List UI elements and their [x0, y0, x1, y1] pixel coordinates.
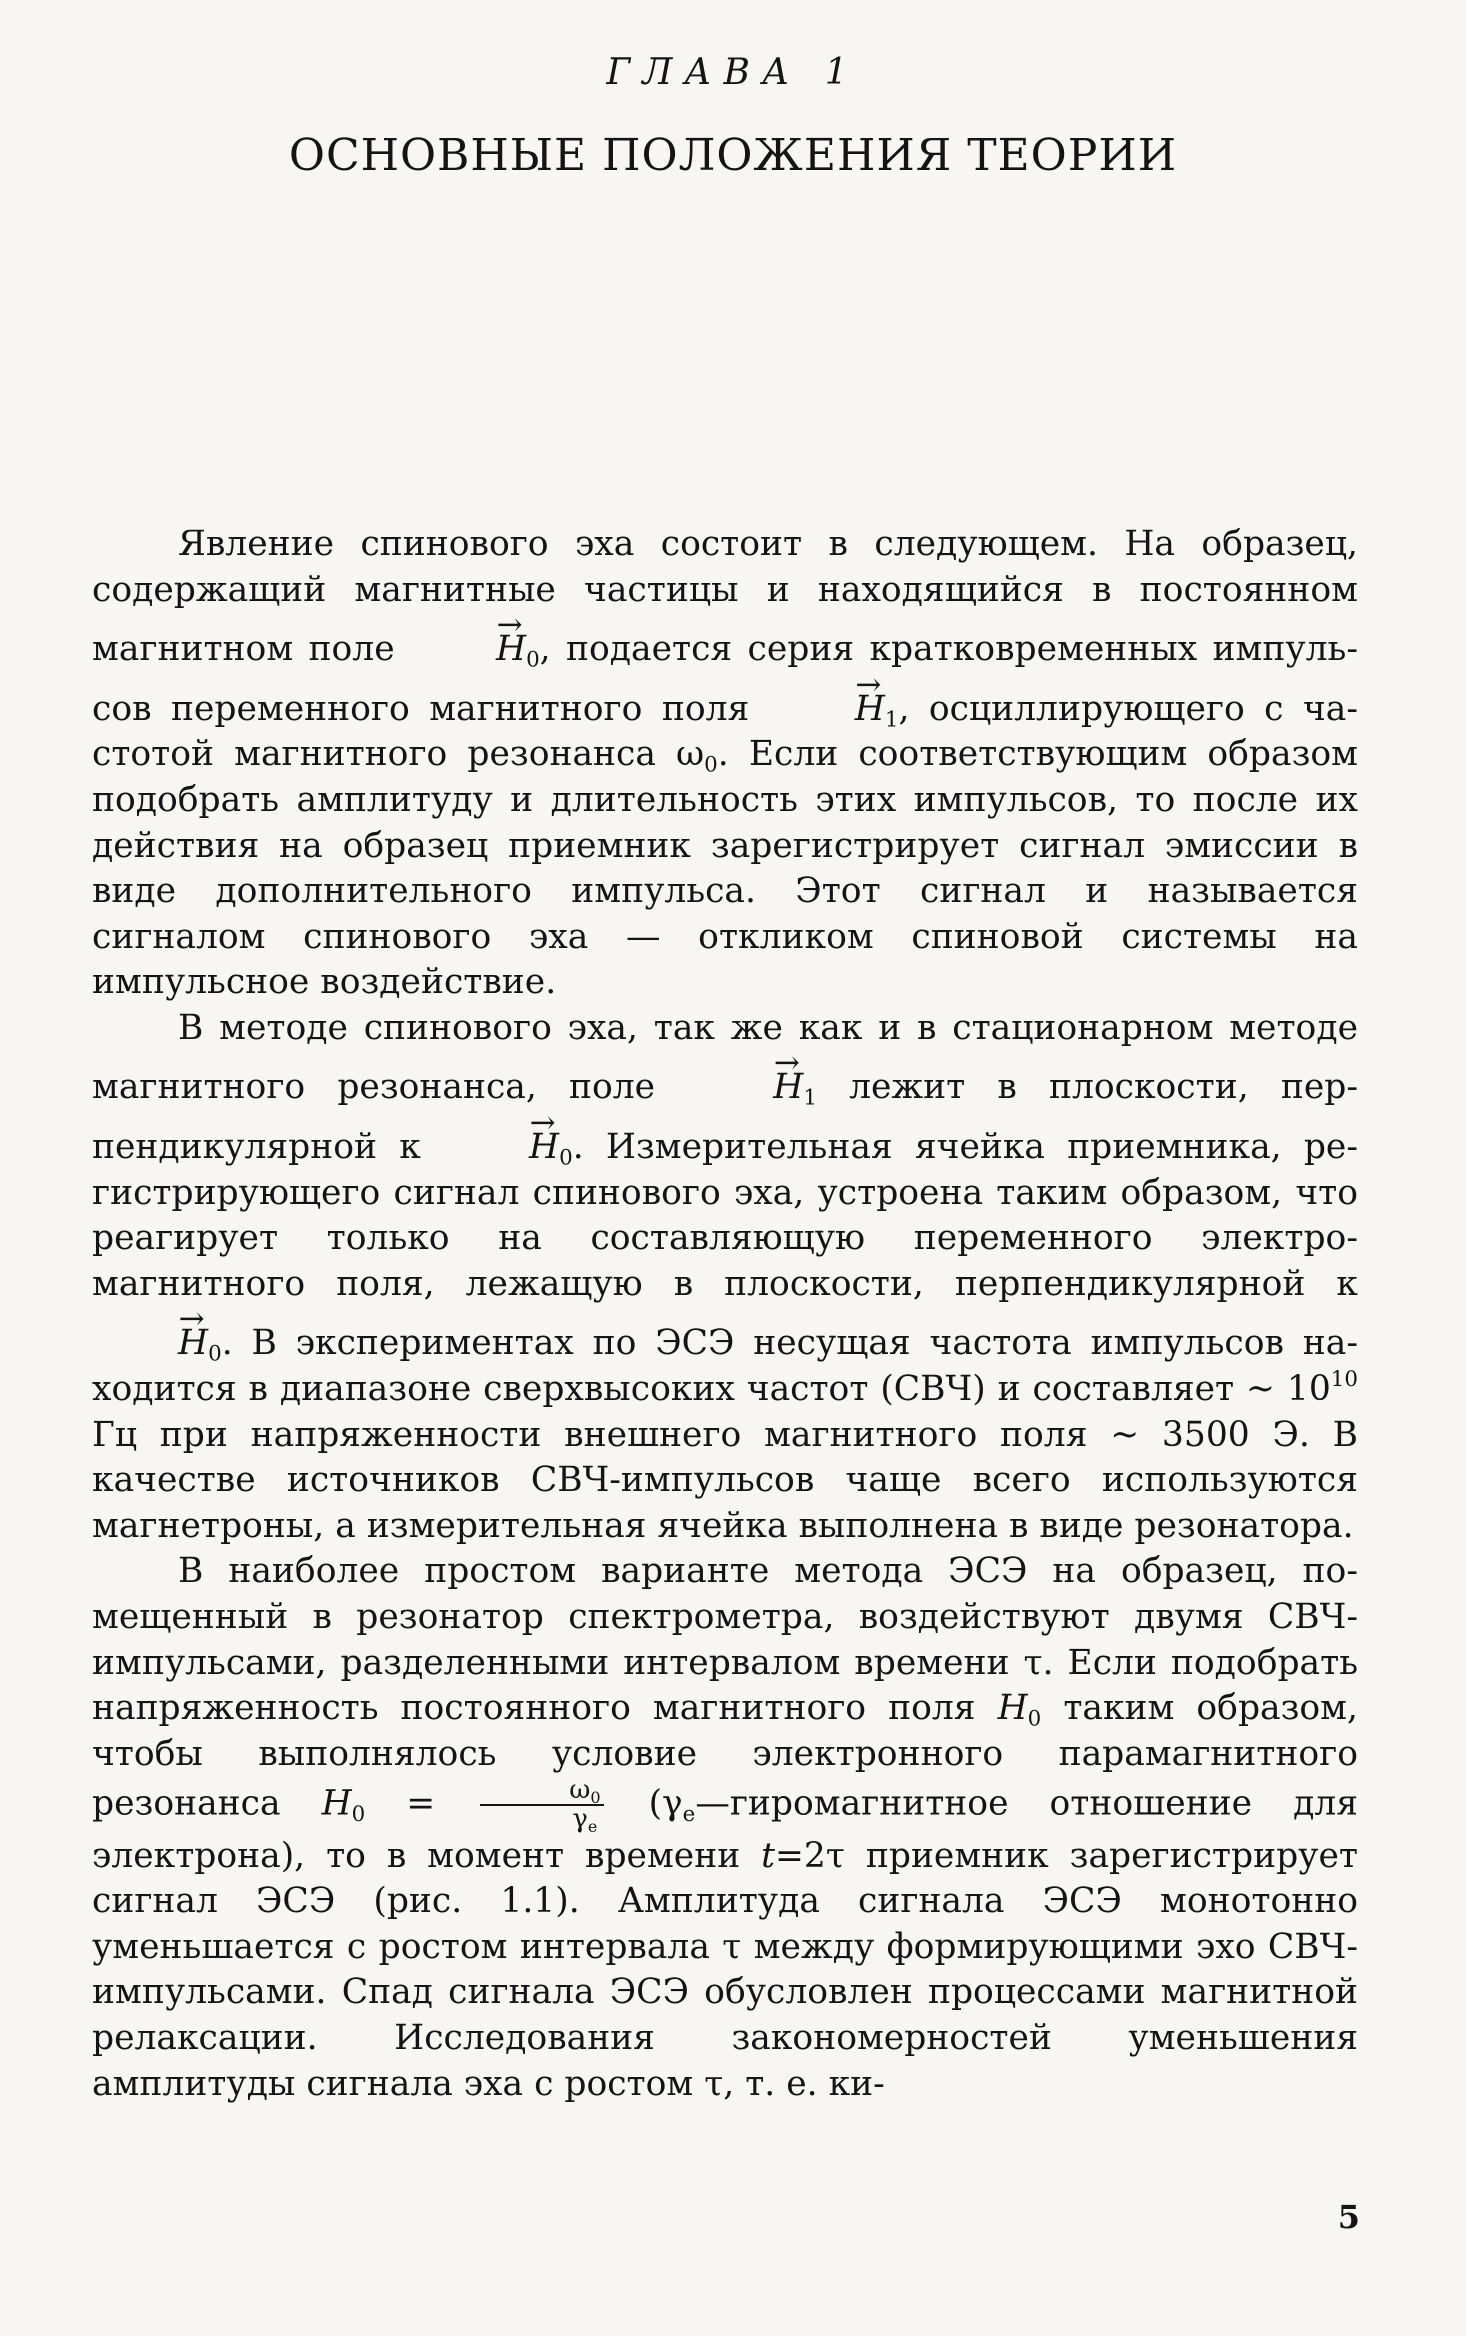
page-number: 5	[1337, 2198, 1360, 2236]
resonance-fraction: $\frac{\omega_0}{\gamma_e}$	[480, 1777, 603, 1833]
vector-h1: → H	[769, 673, 885, 726]
chapter-title: ОСНОВНЫЕ ПОЛОЖЕНИЯ ТЕОРИИ	[288, 130, 1178, 181]
paragraph-2: В методе спинового эха, так же как и в стационарном методе магнитного резонанса, поле → $H_1$ лежит в плоскости, перпендикулярной $к \to H_0$. Измерительная ячейка приемника, регистрирующего сигнал спинового эха, устроена таким образом, что реагирует только на составляющую переменного электромагнитного поля, лежащую в плоскости, перпендикулярной $к \to H_0$. В экспериментах по ЭСЭ несущая частота импульсов находится в диапазоне сверхвысоких частот (СВЧ) и составляет ~ $10^{10}$ Гц при напряженности внешнего магнитного поля ~ 3500 Э. В качестве источников СВЧ-импульсов чаще всего используются магнетроны, а измерительная ячейка выполнена в виде резонатора.	[92, 1006, 1358, 1549]
vector-h0: → H	[443, 1111, 559, 1164]
paragraph-1: Явление спинового эха состоит в следующем. На образец, содержащий магнитные частицы и находящийся в постоянном магнитном поле → $H_0$, подается серия кратковременных импульсов переменного магнитного поля → $H_1$, осциллирующего с частотой магнитного резонанса $\omega_0$. Если соответствующим образом подобрать амплитуду и длительность этих импульсов, то после их действия на образец приемник зарегистрирует сигнал эмиссии в виде дополнительного импульса. Этот сигнал и называется сигналом спинового эха — откликом спиновой системы на импульсное воздействие.	[92, 522, 1358, 1006]
paragraph-3: В наиболее простом варианте метода ЭСЭ на образец, помещенный в резонатор спектрометра, воздействуют двумя СВЧ-импульсами, разделенными интервалом времени τ. Если подобрать напряженность постоянного магнитного поля $H_0$ таким образом, чтобы выполнялось условие электронного парамагнитного резонанса $H_0$ = $\frac{\omega_0}{\gamma_e}$ ($\gamma_e—гиромагнитное$ отношение для электрона), то в момент времени t=2τ приемник зарегистрирует сигнал ЭСЭ (рис. 1.1). Амплитуда сигнала ЭСЭ монотонно уменьшается с ростом интервала τ между формирующими эхо СВЧ-импульсами. Спад сигнала ЭСЭ обусловлен процессами магнитной релаксации. Исследования закономерностей уменьшения амплитуды сигнала эха с ростом τ, т. е. ки-	[92, 1551, 1358, 2104]
chapter-label: ГЛАВА 1	[606, 52, 860, 93]
vector-h1: → H	[687, 1051, 803, 1104]
vector-h0: → H	[92, 1307, 208, 1360]
body-text	[92, 522, 1358, 2107]
vector-h0: → H	[410, 613, 526, 666]
